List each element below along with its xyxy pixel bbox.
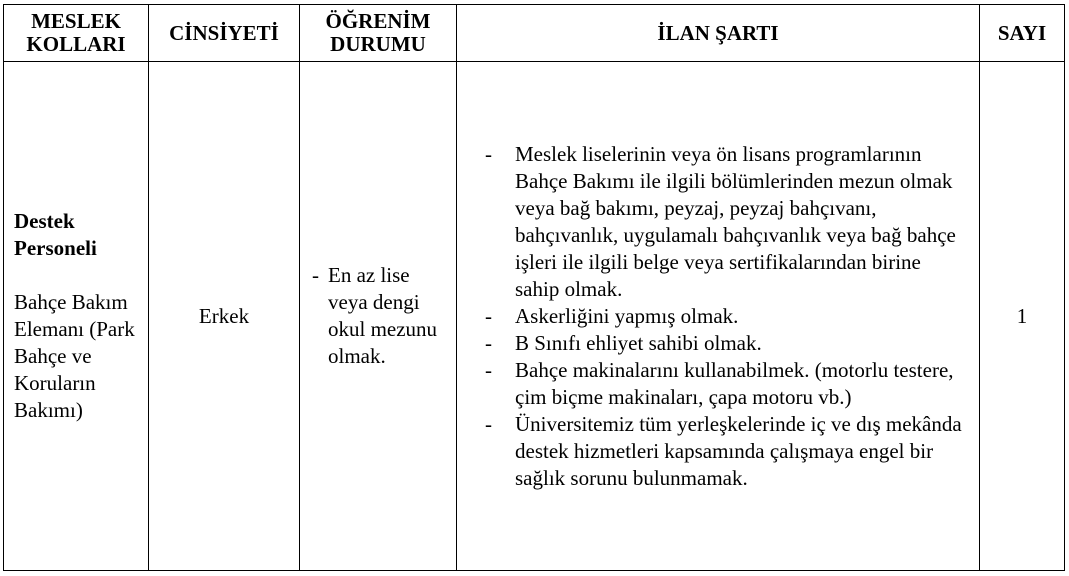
sart-text: Bahçe makinalarını kullanabilmek. (motorlu testere, çim biçme makinaları, çapa motoru vb.) — [515, 357, 954, 409]
cell-ogrenim-durumu — [300, 62, 457, 571]
cell-sayi: 1 — [980, 62, 1065, 571]
header-meslek-kollari: MESLEK KOLLARI — [4, 5, 149, 62]
ogrenim-item — [312, 262, 448, 370]
sart-text: Meslek liselerinin veya ön lisans programlarının Bahçe Bakımı ile ilgili bölümlerinden mezun olmak veya bağ bakımı, peyzaj, peyzaj bahçıvanı, bahçıvanlık, uygulamalı bahçıvanlık veya bağ bahçe işleri ile ilgili belge veya sertifikalarından birine sahip olmak. — [515, 141, 956, 301]
list-item — [485, 330, 967, 357]
sart-list — [485, 141, 967, 492]
sart-dash: - — [485, 141, 492, 166]
ogrenim-text: En az lise veya dengi okul mezunu olmak. — [328, 263, 438, 368]
header-ilan-sarti: İLAN ŞARTI — [457, 5, 980, 62]
table-row — [4, 62, 1065, 571]
list-item — [485, 141, 967, 303]
ogrenim-dash: - — [312, 263, 319, 287]
cell-cinsiyeti: Erkek — [149, 62, 300, 571]
cell-ilan-sarti — [457, 62, 980, 571]
meslek-title: Destek Personeli — [14, 209, 97, 260]
header-ogrenim-durumu: ÖĞRENİM DURUMU — [300, 5, 457, 62]
sart-text: B Sınıfı ehliyet sahibi olmak. — [515, 330, 762, 355]
header-sayi: SAYI — [980, 5, 1065, 62]
meslek-spacer — [14, 262, 148, 289]
sart-dash: - — [485, 357, 492, 382]
sart-dash: - — [485, 303, 492, 328]
header-row — [4, 5, 1065, 62]
sart-dash: - — [485, 330, 492, 355]
sart-text: Üniversitemiz tüm yerleşkelerinde iç ve dış mekânda destek hizmetleri kapsamında çalışmaya engel bir sağlık sorunu bulunmamak. — [515, 411, 962, 490]
list-item — [485, 357, 967, 411]
meslek-detail: Bahçe Bakım Elemanı (Park Bahçe ve Koruların Bakımı) — [14, 290, 135, 422]
list-item — [485, 411, 967, 492]
job-posting-table — [3, 4, 1065, 571]
list-item — [485, 303, 967, 330]
sart-text: Askerliğini yapmış olmak. — [515, 303, 739, 328]
header-cinsiyeti: CİNSİYETİ — [149, 5, 300, 62]
sart-dash: - — [485, 411, 492, 436]
cell-meslek-kollari — [4, 62, 149, 571]
